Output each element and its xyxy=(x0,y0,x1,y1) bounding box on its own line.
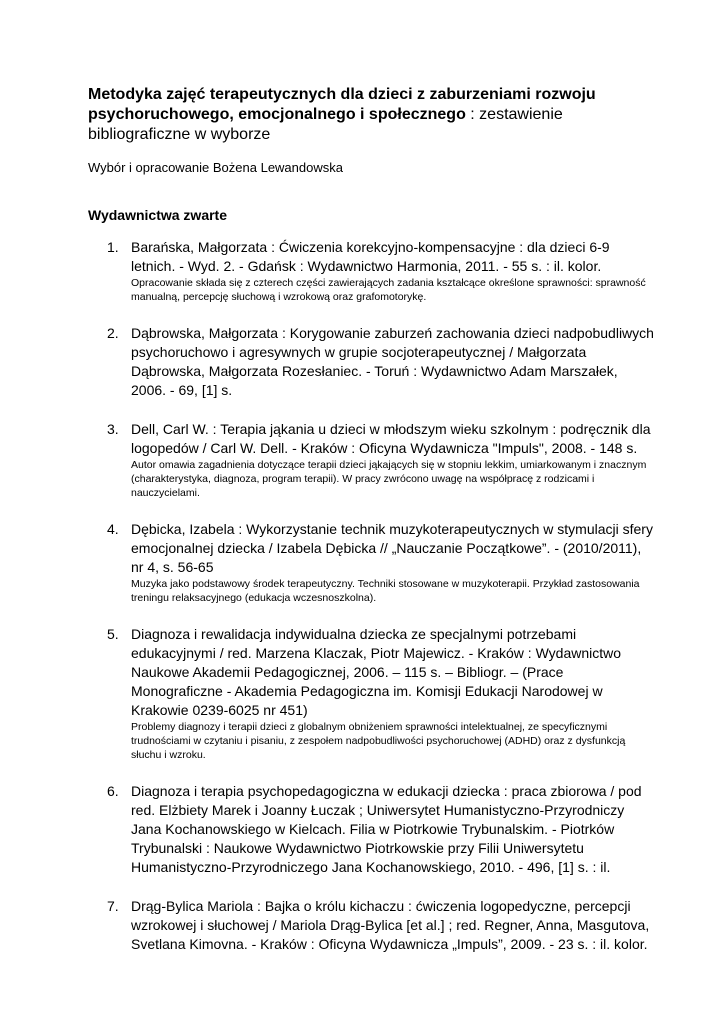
bibliography-item-7 xyxy=(0,897,656,954)
compiler-line: Wybór i opracowanie Bożena Lewandowska xyxy=(88,160,343,175)
item-citation: Dębicka, Izabela : Wykorzystanie technik muzykoterapeutycznych w stymulacji sfery emocjonalnej dziecka / Izabela Dębicka // „Nauczanie Początkowe”. - (2010/2011), nr 4, s. 56-65 xyxy=(131,521,653,575)
item-citation: Diagnoza i terapia psychopedagogiczna w edukacji dziecka : praca zbiorowa / pod red. Elżbiety Marek i Joanny Łuczak ; Uniwersytet Humanistyczno-Przyrodniczy Jana Kochanowskiego w Kielcach. Filia w Piotrkowie Trybunalskim. - Piotrków Trybunalski : Naukowe Wydawnictwo Piotrkowskie przy Filii Uniwersytetu Humanistyczno-Przyrodniczego Jana Kochanowskiego, 2010. - 496, [1] s. : il. xyxy=(131,783,642,875)
item-number: 7. xyxy=(107,898,119,914)
item-number: 6. xyxy=(107,783,119,799)
item-annotation: Autor omawia zagadnienia dotyczące terapii dzieci jąkających się w stopniu lekkim, umiarkowanym i znacznym (charakterystyka, diagnoza, program terapii). W pracy zwrócono uwagę na współpracę z rodzicami i nauczycielami. xyxy=(131,459,647,499)
item-annotation: Muzyka jako podstawowy środek terapeutyczny. Techniki stosowane w muzykoterapii. Przykład zastosowania treningu relaksacyjnego (edukacja wczesnoszkolna). xyxy=(131,578,640,604)
item-number: 3. xyxy=(107,421,119,437)
document-title xyxy=(88,85,648,145)
section-heading: Wydawnictwa zwarte xyxy=(88,207,228,223)
item-annotation: Problemy diagnozy i terapii dzieci z globalnym obniżeniem sprawności intelektualnej, ze specyficznymi trudnościami w czytaniu i pisaniu, z zespołem nadpobudliwości psychoruchowej (ADHD) oraz z dysfunkcją słuchu i wzroku. xyxy=(131,721,626,761)
item-citation: Diagnoza i rewalidacja indywidualna dziecka ze specjalnymi potrzebami edukacyjnymi / red. Marzena Klaczak, Piotr Majewicz. - Kraków : Wydawnictwo Naukowe Akademii Pedagogicznej, 2006. – 115 s. – Bibliogr. – (Prace Monograficzne - Akademia Pedagogiczna im. Komisji Edukacji Narodowej w Krakowie 0239-6025 nr 451) xyxy=(131,626,622,718)
item-citation: Dell, Carl W. : Terapia jąkania u dzieci w młodszym wieku szkolnym : podręcznik dla logopedów / Carl W. Dell. - Kraków : Oficyna Wydawnicza "Impuls", 2008. - 148 s. xyxy=(131,421,651,456)
item-citation: Drąg-Bylica Mariola : Bajka o królu kichaczu : ćwiczenia logopedyczne, percepcji wzrokowej i słuchowej / Mariola Drąg-Bylica [et al.] ; red. Regner, Anna, Masgutova, Svetlana Kimovna. - Kraków : Oficyna Wydawnicza „Impuls”, 2009. - 23 s. : il. kolor. xyxy=(131,898,650,952)
title-subtitle: : zestawienie bibliograficzne w wyborze xyxy=(88,106,563,143)
item-citation: Barańska, Małgorzata : Ćwiczenia korekcyjno-kompensacyjne : dla dzieci 6-9 letnich. - Wyd. 2. - Gdańsk : Wydawnictwo Harmonia, 2011. - 55 s. : il. kolor. xyxy=(131,239,610,274)
bibliography-item-4 xyxy=(0,520,656,605)
item-citation: Dąbrowska, Małgorzata : Korygowanie zaburzeń zachowania dzieci nadpobudliwych psychoruchowo i agresywnych w grupie socjoterapeutycznej / Małgorzata Dąbrowska, Małgorzata Rozesłaniec. - Toruń : Wydawnictwo Adam Marszałek, 2006. - 69, [1] s. xyxy=(131,325,654,398)
bibliography-item-2 xyxy=(0,324,656,400)
bibliography-list xyxy=(0,238,725,974)
bibliography-item-6 xyxy=(0,782,656,877)
title-main: Metodyka zajęć terapeutycznych dla dzieci z zaburzeniami rozwoju psychoruchowego, emocjonalnego i społecznego xyxy=(88,86,596,123)
item-number: 1. xyxy=(107,239,119,255)
bibliography-item-3 xyxy=(0,420,656,500)
bibliography-item-5 xyxy=(0,625,656,762)
item-number: 4. xyxy=(107,521,119,537)
item-number: 2. xyxy=(107,325,119,341)
item-number: 5. xyxy=(107,626,119,642)
item-annotation: Opracowanie składa się z czterech części zawierających zadania kształcące określone sprawności: sprawność manualną, percepcję słuchową i wzrokową oraz grafomotorykę. xyxy=(131,277,646,303)
bibliography-item-1 xyxy=(0,238,656,304)
